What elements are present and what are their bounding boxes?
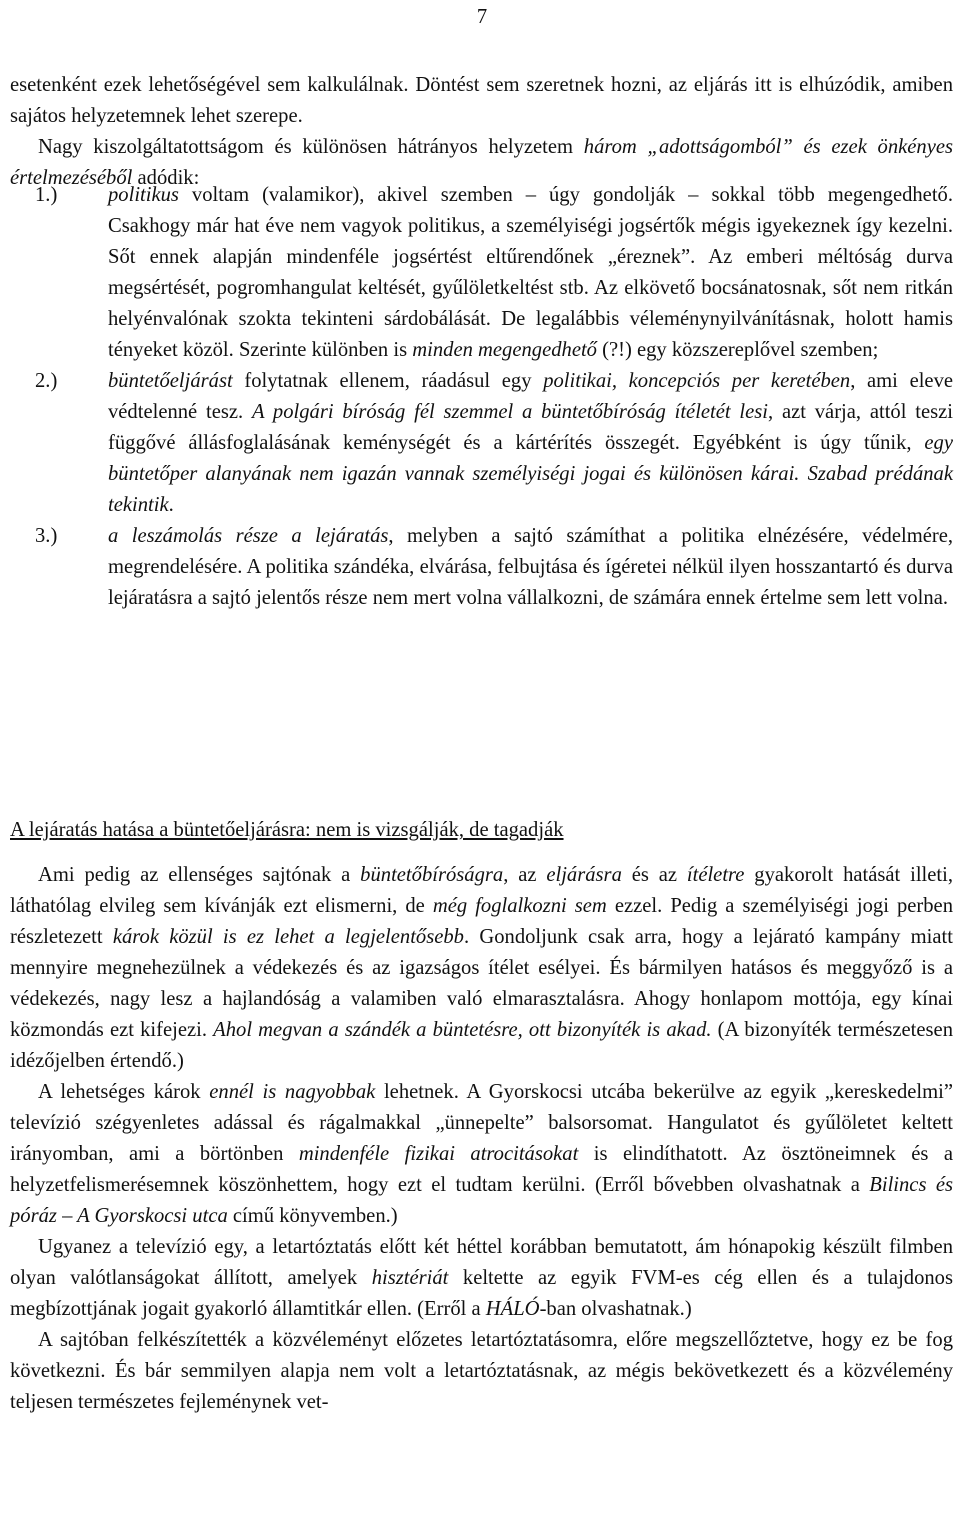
text-span: Ugyanez a televízió egy, a letartóztatás előtt két héttel korábban bemutatott, ám hónapokig készült filmben olyan valótlanságokat állított, amelyek	[10, 1236, 953, 1289]
text-span: gyakorolt hatását illeti, láthatólag elvileg sem kívánják ezt elismerni, de	[10, 864, 953, 917]
italic-span: politikus	[108, 184, 179, 206]
body-paragraph-2	[10, 1077, 953, 1232]
text-span: is elindíthatott. Az ösztöneimnek és a helyzetfelismerésemnek köszönhettem, hogy ezt el tudtam kerülni. (Erről bővebben olvashatnak a	[10, 1143, 953, 1196]
italic-span: Bilincs és póráz – A Gyorskocsi utca	[10, 1174, 954, 1227]
numbered-list	[10, 180, 953, 614]
italic-span: egy büntetőper alanyának nem igazán vannak személyiségi jogai és különösen kárai. Szabad prédának tekintik	[108, 432, 953, 516]
italic-span: károk közül is ez lehet a legjelentősebb	[112, 926, 464, 948]
text-span: . Gondoljunk csak arra, hogy a lejárató kampány miatt mennyire megnehezülnek a védekezés és az igazságos ítélet esélyei. És bármilyen hatásos és meggyőző is a védekezés, nagy lesz a hajlandóság a valamiben való elmarasztalásra. Ahogy honlapom mottója, egy kínai közmondás ezt kifejezi.	[10, 926, 953, 1041]
italic-span: Ahol megvan a szándék a büntetésre, ott bizonyíték is akad.	[213, 1019, 712, 1041]
italic-span: eljárásra	[546, 864, 622, 886]
text-span: -ban olvashatnak.)	[539, 1298, 692, 1320]
text-span: (?!) egy közszereplővel szemben;	[596, 339, 879, 361]
text-span: Nagy kiszolgáltatottságom és különösen hátrányos helyzetem	[38, 136, 584, 158]
italic-span: hisztériát	[371, 1267, 449, 1289]
italic-span: még foglalkozni sem	[432, 895, 607, 917]
intro-section	[10, 70, 953, 194]
text-span: folytatnak ellenem, ráadásul egy	[232, 370, 544, 392]
section-heading: A lejáratás hatása a büntetőeljárásra: nem is vizsgálják, de tagadják	[10, 819, 564, 841]
text-span: ezzel. Pedig a személyiségi jogi perben részletezett	[10, 895, 953, 948]
text-span: voltam (valamikor), akivel szemben – úgy gondolják – sokkal több megengedhető. Csakhogy már hat éve nem vagyok politikus, a személyiségi jogsértők mégis igyekeznek így kezelni. Sőt ennek alapján mindenféle jogsértést eltűrendőnek „éreznek”. Az emberi méltóság durva megsértését, pogromhangulat keltését, gyűlöletkeltést stb. Az elkövető bocsánatosnak, sőt nem ritkán helyénvalónak szokta tekinteni sárdobálását. De legalábbis véleménynyilvánításnak, holott hamis tényeket közöl. Szerinte különben is	[108, 184, 953, 361]
list-number: 3.)	[35, 525, 58, 547]
italic-span: HÁLÓ	[485, 1298, 540, 1320]
list-number: 2.)	[35, 370, 58, 392]
italic-span: A polgári bíróság fél szemmel a büntetőbíróság ítéletét lesi	[251, 401, 769, 423]
italic-span: a leszámolás része a lejáratás	[108, 525, 389, 547]
list-item	[10, 521, 953, 614]
body-paragraph-3	[10, 1232, 953, 1325]
text-span: , ami eleve védtelenné tesz.	[108, 370, 954, 423]
list-item	[10, 366, 953, 521]
italic-span: ítéletre	[686, 864, 745, 886]
body-paragraph-4: A sajtóban felkészítették a közvéleményt előzetes letartóztatásomra, előre megszellőztetve, hogy ez be fog következni. És bár semmilyen alapja nem volt a letartóztatásnak, az mégis bekövetkezett és a közvélemény teljesen természetes fejleménynek vet-	[10, 1329, 953, 1413]
italic-span: három „adottságomból” és ezek önkényes értelmezéséből	[10, 136, 954, 189]
italic-span: büntetőbíróságra	[360, 864, 504, 886]
text-span: , az	[503, 864, 547, 886]
intro-paragraph-1: esetenként ezek lehetőségével sem kalkulálnak. Döntést sem szeretnek hozni, az eljárás itt is elhúzódik, amiben sajátos helyzetemnek lehet szerepe.	[10, 74, 953, 127]
text-span: és az	[621, 864, 687, 886]
list-item	[10, 180, 953, 366]
text-span: adódik:	[132, 167, 200, 189]
body-paragraph-1	[10, 860, 953, 1077]
italic-span: politikai, koncepciós per keretében	[543, 370, 851, 392]
text-span: Ami pedig az ellenséges sajtónak a	[38, 864, 361, 886]
text-span: lehetnek. A Gyorskocsi utcába bekerülve az egyik „kereskedelmi” televízió szégyenletes adással és rágalmakkal „ünnepelte” balsorsomat. Hangulatot és gyűlöletet keltett irányomban, ami a börtönben	[10, 1081, 953, 1165]
page-number: 7	[476, 6, 488, 28]
text-span: A lehetséges károk	[38, 1081, 210, 1103]
italic-span: mindenféle fizikai atrocitásokat	[298, 1143, 579, 1165]
text-span: .	[168, 494, 174, 516]
list-number: 1.)	[35, 184, 58, 206]
text-span: keltette az egyik FVM-es cég ellen és a tulajdonos megbízottjának jogait gyakorló államtitkár ellen. (Erről a	[10, 1267, 953, 1320]
text-span: (A bizonyíték természetesen idézőjelben értendő.)	[10, 1019, 953, 1072]
italic-span: minden megengedhető	[412, 339, 597, 361]
italic-span: ennél is nagyobbak	[209, 1081, 376, 1103]
body-section	[10, 860, 953, 1418]
text-span: című könyvemben.)	[227, 1205, 398, 1227]
text-span: , azt várja, attól teszi függővé állásfoglalásának keménységét és a kártérítés összegét. Egyébként is úgy tűnik,	[108, 401, 953, 454]
italic-span: büntetőeljárást	[108, 370, 233, 392]
text-span: , melyben a sajtó számíthat a politika elnézésére, védelmére, megrendelésére. A politika szándéka, elvárása, felbujtása és ígéretei nélkül ilyen hosszantartó és durva lejáratásra a sajtó jelentős része nem mert volna vállalkozni, de számára ennek értelme sem lett volna.	[108, 525, 953, 609]
